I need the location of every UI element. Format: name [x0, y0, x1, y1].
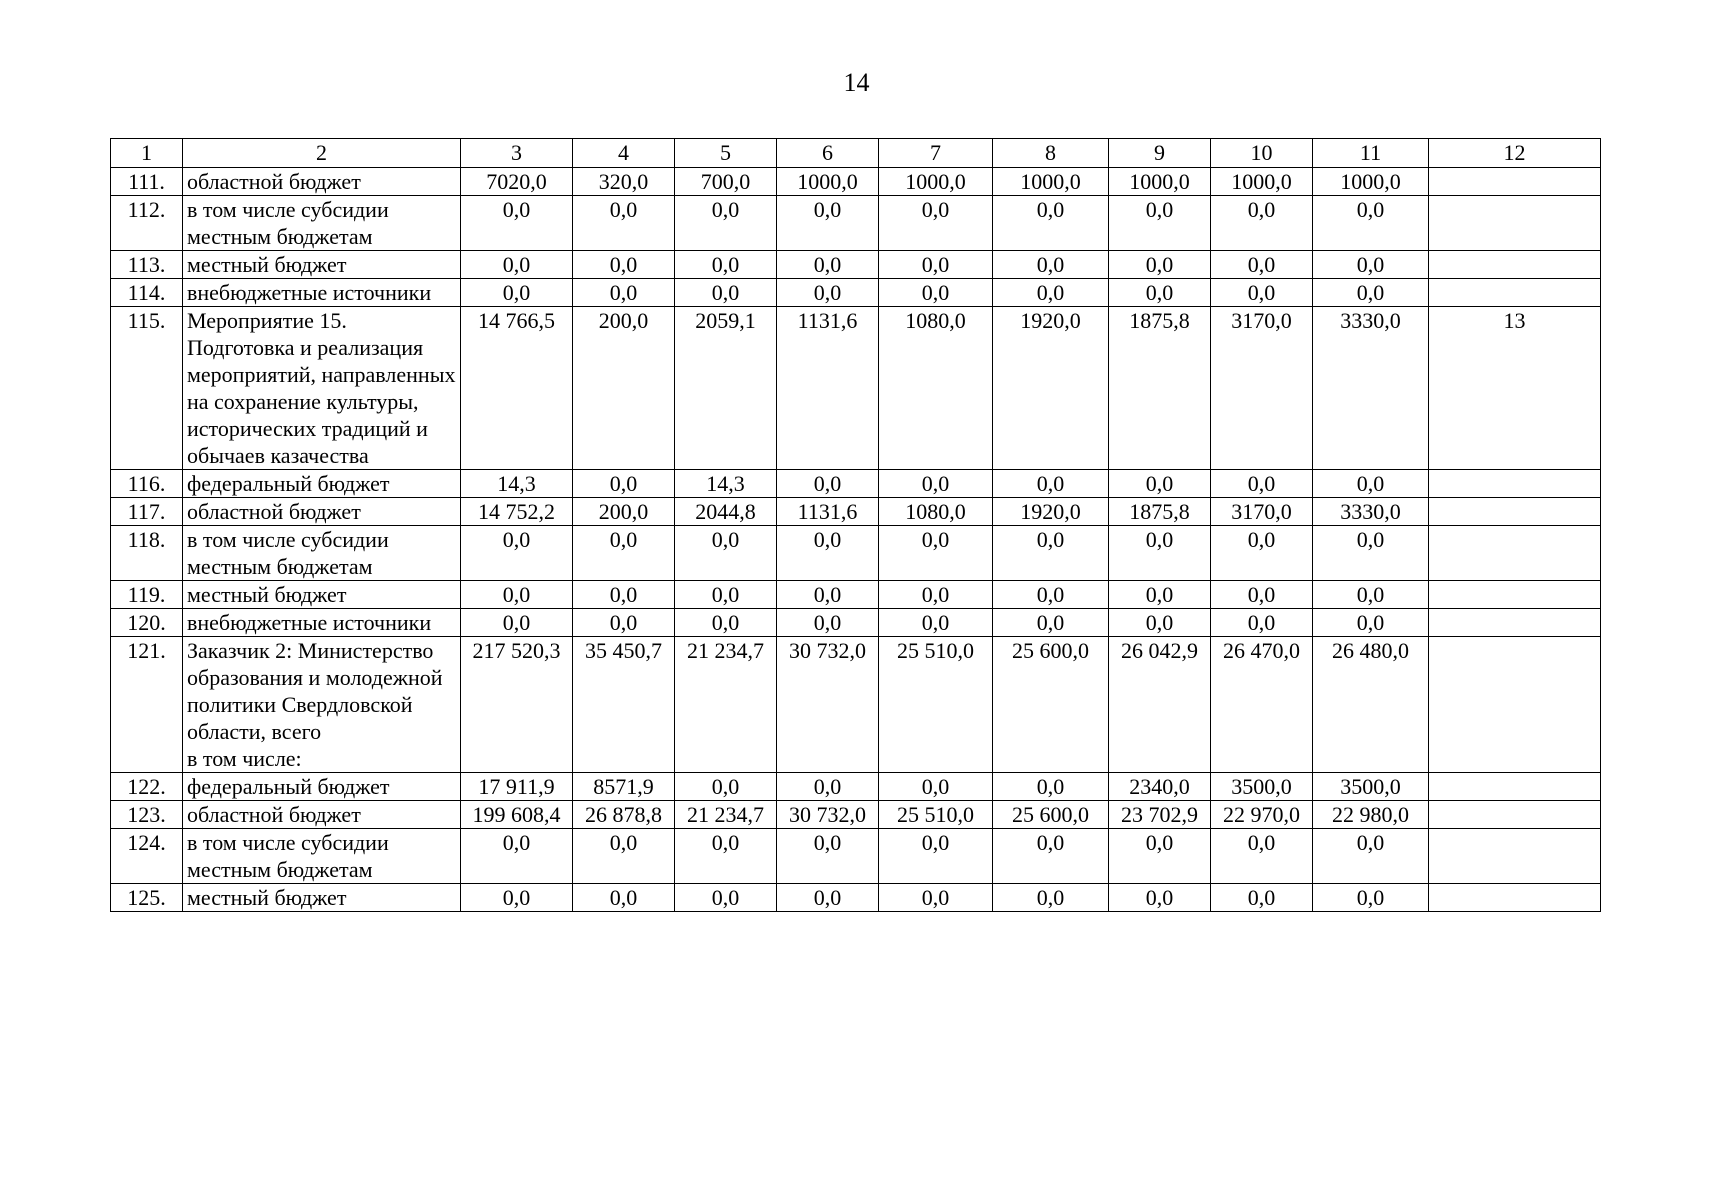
value-cell: 3500,0: [1313, 773, 1429, 801]
value-cell: 1080,0: [879, 307, 993, 470]
note-cell: [1429, 801, 1601, 829]
value-cell: 14 766,5: [461, 307, 573, 470]
table-row: [111, 581, 1601, 609]
column-header: 11: [1313, 139, 1429, 168]
value-cell: 26 042,9: [1109, 637, 1211, 773]
value-cell: 0,0: [879, 279, 993, 307]
value-cell: 8571,9: [573, 773, 675, 801]
row-number: 115.: [111, 307, 183, 470]
note-cell: [1429, 829, 1601, 884]
value-cell: 22 980,0: [1313, 801, 1429, 829]
value-cell: 3170,0: [1211, 498, 1313, 526]
row-number: 120.: [111, 609, 183, 637]
row-name: федеральный бюджет: [183, 773, 461, 801]
row-name: областной бюджет: [183, 168, 461, 196]
note-cell: [1429, 498, 1601, 526]
column-header-row: [111, 139, 1601, 168]
row-number: 112.: [111, 196, 183, 251]
row-name: федеральный бюджет: [183, 470, 461, 498]
table-row: [111, 637, 1601, 773]
note-cell: [1429, 637, 1601, 773]
value-cell: 2059,1: [675, 307, 777, 470]
column-header: 9: [1109, 139, 1211, 168]
row-number: 123.: [111, 801, 183, 829]
value-cell: 0,0: [879, 196, 993, 251]
column-header: 8: [993, 139, 1109, 168]
value-cell: 26 878,8: [573, 801, 675, 829]
column-header: 6: [777, 139, 879, 168]
value-cell: 0,0: [993, 829, 1109, 884]
column-header: 10: [1211, 139, 1313, 168]
value-cell: 0,0: [879, 829, 993, 884]
table-row: [111, 829, 1601, 884]
value-cell: 0,0: [1211, 470, 1313, 498]
value-cell: 0,0: [879, 526, 993, 581]
value-cell: 0,0: [573, 884, 675, 912]
value-cell: 0,0: [675, 581, 777, 609]
value-cell: 1920,0: [993, 498, 1109, 526]
value-cell: 30 732,0: [777, 801, 879, 829]
value-cell: 14,3: [675, 470, 777, 498]
value-cell: 21 234,7: [675, 801, 777, 829]
value-cell: 0,0: [573, 526, 675, 581]
value-cell: 0,0: [675, 609, 777, 637]
row-number: 125.: [111, 884, 183, 912]
value-cell: 0,0: [777, 609, 879, 637]
value-cell: 0,0: [1313, 526, 1429, 581]
value-cell: 14,3: [461, 470, 573, 498]
table-row: [111, 498, 1601, 526]
value-cell: 0,0: [1109, 470, 1211, 498]
value-cell: 0,0: [461, 251, 573, 279]
row-number: 111.: [111, 168, 183, 196]
table-body: [111, 168, 1601, 912]
value-cell: 0,0: [573, 581, 675, 609]
value-cell: 0,0: [1313, 581, 1429, 609]
value-cell: 0,0: [1109, 251, 1211, 279]
table-row: [111, 196, 1601, 251]
row-name: внебюджетные источники: [183, 279, 461, 307]
value-cell: 1920,0: [993, 307, 1109, 470]
value-cell: 1080,0: [879, 498, 993, 526]
value-cell: 1131,6: [777, 307, 879, 470]
budget-table: [110, 138, 1601, 912]
value-cell: 0,0: [461, 279, 573, 307]
row-number: 121.: [111, 637, 183, 773]
value-cell: 0,0: [1313, 196, 1429, 251]
column-header: 12: [1429, 139, 1601, 168]
value-cell: 0,0: [1211, 251, 1313, 279]
value-cell: 0,0: [675, 773, 777, 801]
value-cell: 0,0: [573, 279, 675, 307]
value-cell: 0,0: [1109, 526, 1211, 581]
value-cell: 0,0: [879, 773, 993, 801]
row-number: 117.: [111, 498, 183, 526]
value-cell: 7020,0: [461, 168, 573, 196]
row-name: местный бюджет: [183, 884, 461, 912]
value-cell: 0,0: [993, 581, 1109, 609]
value-cell: 0,0: [1109, 829, 1211, 884]
value-cell: 0,0: [777, 196, 879, 251]
value-cell: 0,0: [461, 196, 573, 251]
value-cell: 0,0: [879, 581, 993, 609]
table-row: [111, 801, 1601, 829]
value-cell: 0,0: [777, 773, 879, 801]
value-cell: 0,0: [675, 279, 777, 307]
value-cell: 1000,0: [993, 168, 1109, 196]
row-number: 114.: [111, 279, 183, 307]
value-cell: 1875,8: [1109, 498, 1211, 526]
value-cell: 0,0: [675, 829, 777, 884]
value-cell: 0,0: [1313, 470, 1429, 498]
value-cell: 199 608,4: [461, 801, 573, 829]
value-cell: 0,0: [993, 196, 1109, 251]
value-cell: 0,0: [1211, 526, 1313, 581]
note-cell: [1429, 609, 1601, 637]
value-cell: 23 702,9: [1109, 801, 1211, 829]
value-cell: 0,0: [879, 251, 993, 279]
value-cell: 0,0: [1109, 884, 1211, 912]
value-cell: 0,0: [1313, 884, 1429, 912]
value-cell: 320,0: [573, 168, 675, 196]
value-cell: 0,0: [1313, 609, 1429, 637]
value-cell: 1000,0: [777, 168, 879, 196]
value-cell: 0,0: [879, 470, 993, 498]
value-cell: 2044,8: [675, 498, 777, 526]
note-cell: [1429, 168, 1601, 196]
value-cell: 1000,0: [1313, 168, 1429, 196]
value-cell: 0,0: [675, 196, 777, 251]
value-cell: 3330,0: [1313, 307, 1429, 470]
row-number: 116.: [111, 470, 183, 498]
value-cell: 30 732,0: [777, 637, 879, 773]
row-name: местный бюджет: [183, 251, 461, 279]
value-cell: 0,0: [1211, 884, 1313, 912]
value-cell: 0,0: [1211, 829, 1313, 884]
value-cell: 1875,8: [1109, 307, 1211, 470]
value-cell: 0,0: [1211, 279, 1313, 307]
value-cell: 0,0: [461, 829, 573, 884]
table-row: [111, 279, 1601, 307]
value-cell: 0,0: [777, 526, 879, 581]
note-cell: [1429, 279, 1601, 307]
row-name: в том числе субсидии местным бюджетам: [183, 196, 461, 251]
row-number: 124.: [111, 829, 183, 884]
value-cell: 0,0: [777, 884, 879, 912]
value-cell: 0,0: [675, 526, 777, 581]
row-name: областной бюджет: [183, 801, 461, 829]
note-cell: [1429, 773, 1601, 801]
value-cell: 0,0: [1109, 196, 1211, 251]
value-cell: 0,0: [777, 251, 879, 279]
value-cell: 0,0: [879, 884, 993, 912]
value-cell: 0,0: [573, 829, 675, 884]
value-cell: 26 470,0: [1211, 637, 1313, 773]
value-cell: 25 600,0: [993, 637, 1109, 773]
value-cell: 14 752,2: [461, 498, 573, 526]
value-cell: 0,0: [1313, 251, 1429, 279]
value-cell: 3170,0: [1211, 307, 1313, 470]
value-cell: 0,0: [573, 251, 675, 279]
value-cell: 25 510,0: [879, 637, 993, 773]
row-number: 119.: [111, 581, 183, 609]
value-cell: 0,0: [675, 251, 777, 279]
value-cell: 21 234,7: [675, 637, 777, 773]
note-cell: [1429, 581, 1601, 609]
table-row: [111, 168, 1601, 196]
row-name: местный бюджет: [183, 581, 461, 609]
row-name: в том числе субсидии местным бюджетам: [183, 829, 461, 884]
value-cell: 0,0: [993, 470, 1109, 498]
value-cell: 0,0: [1211, 581, 1313, 609]
value-cell: 1000,0: [1109, 168, 1211, 196]
column-header: 7: [879, 139, 993, 168]
row-number: 118.: [111, 526, 183, 581]
column-header: 4: [573, 139, 675, 168]
row-number: 113.: [111, 251, 183, 279]
value-cell: 0,0: [573, 470, 675, 498]
table-row: [111, 773, 1601, 801]
value-cell: 0,0: [879, 609, 993, 637]
value-cell: 0,0: [1313, 279, 1429, 307]
value-cell: 1000,0: [879, 168, 993, 196]
value-cell: 1000,0: [1211, 168, 1313, 196]
value-cell: 200,0: [573, 307, 675, 470]
value-cell: 17 911,9: [461, 773, 573, 801]
value-cell: 0,0: [993, 279, 1109, 307]
table-row: [111, 307, 1601, 470]
value-cell: 0,0: [573, 196, 675, 251]
table-row: [111, 609, 1601, 637]
table-row: [111, 251, 1601, 279]
value-cell: 0,0: [1109, 279, 1211, 307]
page-number: 14: [843, 68, 870, 97]
value-cell: 0,0: [777, 829, 879, 884]
value-cell: 0,0: [461, 581, 573, 609]
note-cell: [1429, 470, 1601, 498]
value-cell: 0,0: [1109, 609, 1211, 637]
value-cell: 0,0: [777, 581, 879, 609]
row-name: Мероприятие 15. Подготовка и реализация мероприятий, направленных на сохранение культуры, исторических традиций и обычаев казачества: [183, 307, 461, 470]
row-number: 122.: [111, 773, 183, 801]
value-cell: 0,0: [993, 609, 1109, 637]
value-cell: 22 970,0: [1211, 801, 1313, 829]
row-name: в том числе субсидии местным бюджетам: [183, 526, 461, 581]
table-row: [111, 526, 1601, 581]
value-cell: 0,0: [777, 470, 879, 498]
column-header: 1: [111, 139, 183, 168]
value-cell: 35 450,7: [573, 637, 675, 773]
value-cell: 0,0: [993, 526, 1109, 581]
value-cell: 0,0: [461, 884, 573, 912]
column-header: 3: [461, 139, 573, 168]
value-cell: 3500,0: [1211, 773, 1313, 801]
value-cell: 200,0: [573, 498, 675, 526]
value-cell: 0,0: [1211, 196, 1313, 251]
row-name: Заказчик 2: Министерство образования и молодежной политики Свердловской области, всего в том числе:: [183, 637, 461, 773]
row-name: областной бюджет: [183, 498, 461, 526]
value-cell: 0,0: [461, 609, 573, 637]
value-cell: 0,0: [461, 526, 573, 581]
value-cell: 217 520,3: [461, 637, 573, 773]
note-cell: [1429, 884, 1601, 912]
table-row: [111, 884, 1601, 912]
value-cell: 25 510,0: [879, 801, 993, 829]
note-cell: [1429, 251, 1601, 279]
value-cell: 3330,0: [1313, 498, 1429, 526]
value-cell: 0,0: [993, 884, 1109, 912]
value-cell: 0,0: [675, 884, 777, 912]
value-cell: 0,0: [993, 773, 1109, 801]
value-cell: 0,0: [573, 609, 675, 637]
value-cell: 0,0: [1211, 609, 1313, 637]
column-header: 5: [675, 139, 777, 168]
note-cell: 13: [1429, 307, 1601, 470]
value-cell: 0,0: [993, 251, 1109, 279]
column-header: 2: [183, 139, 461, 168]
table-row: [111, 470, 1601, 498]
value-cell: 0,0: [777, 279, 879, 307]
value-cell: 25 600,0: [993, 801, 1109, 829]
value-cell: 0,0: [1109, 581, 1211, 609]
value-cell: 0,0: [1313, 829, 1429, 884]
note-cell: [1429, 196, 1601, 251]
value-cell: 2340,0: [1109, 773, 1211, 801]
value-cell: 700,0: [675, 168, 777, 196]
value-cell: 26 480,0: [1313, 637, 1429, 773]
note-cell: [1429, 526, 1601, 581]
row-name: внебюджетные источники: [183, 609, 461, 637]
value-cell: 1131,6: [777, 498, 879, 526]
